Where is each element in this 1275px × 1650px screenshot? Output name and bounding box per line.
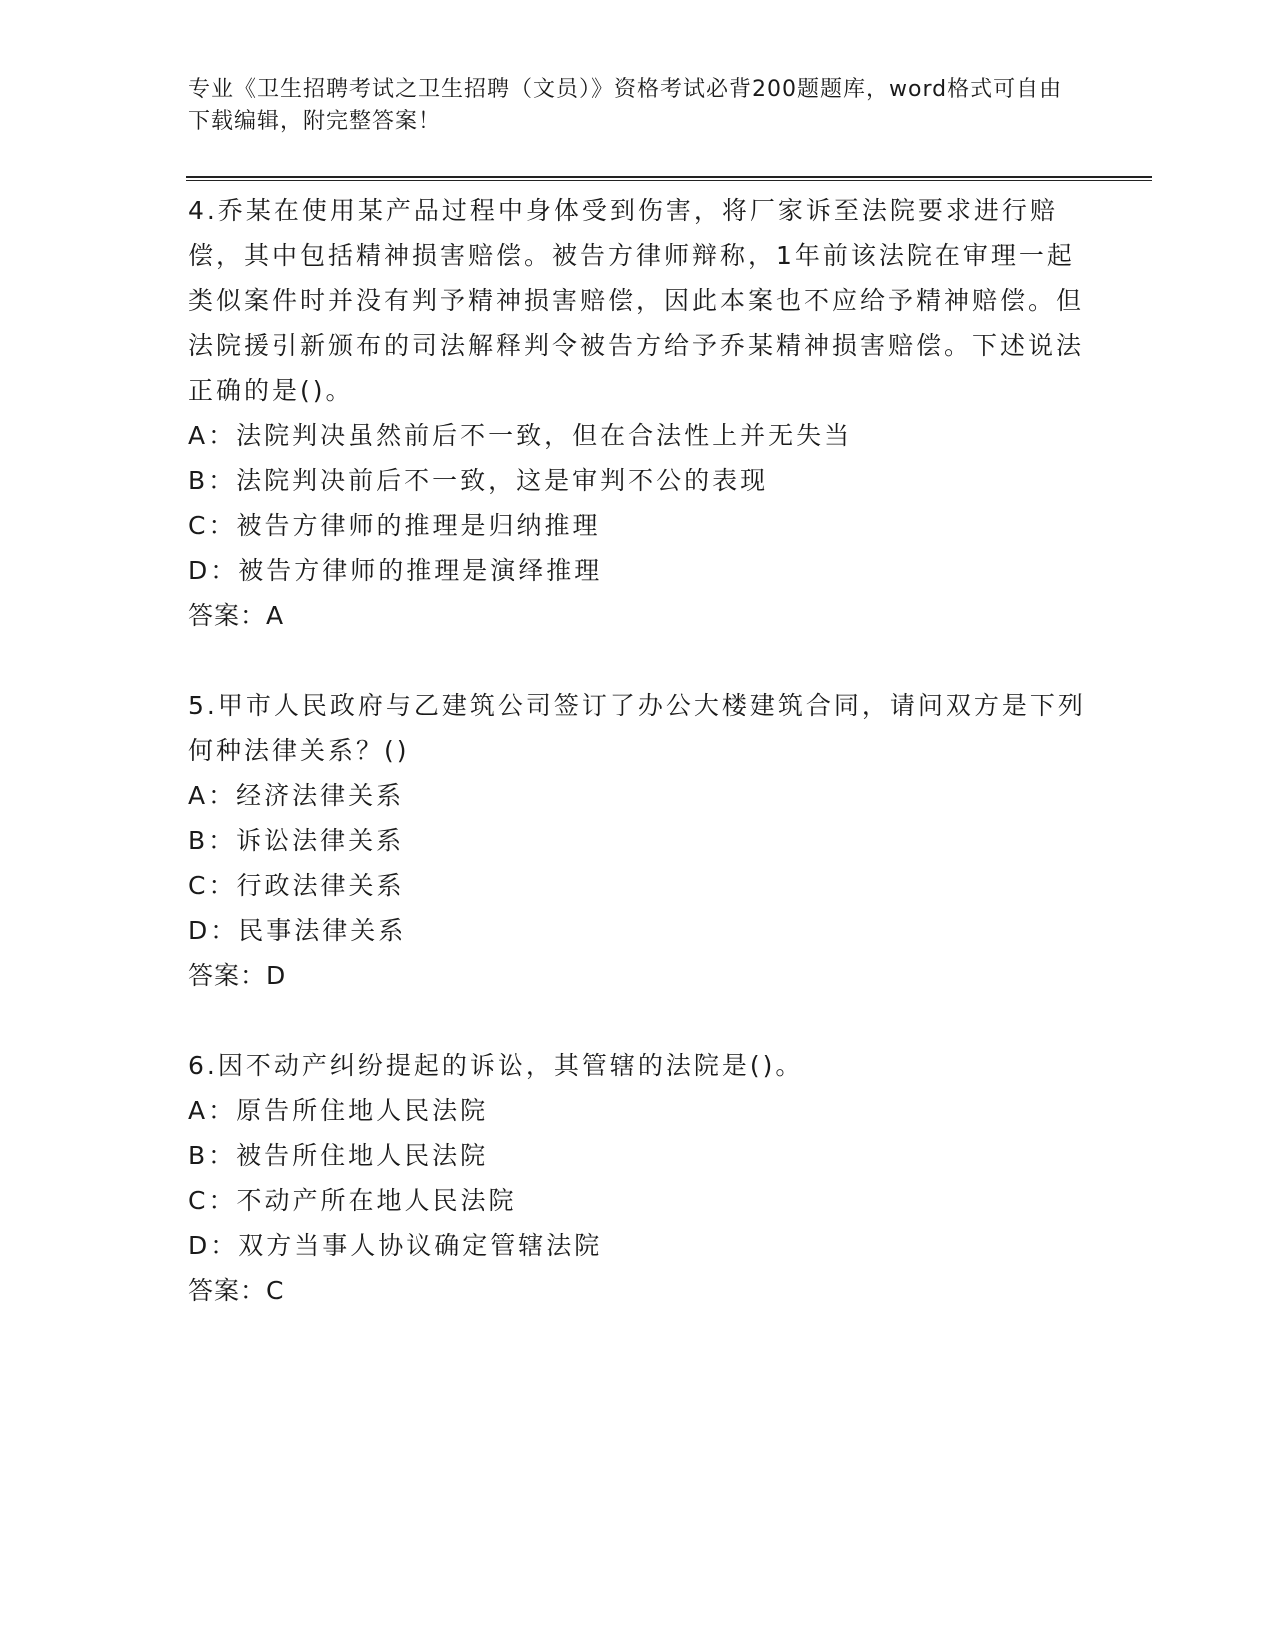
question-list	[188, 188, 1088, 1314]
option-b: B：被告所住地人民法院	[188, 1141, 489, 1170]
header-divider	[186, 176, 1152, 181]
option-a: A：原告所住地人民法院	[188, 1096, 489, 1125]
option-d: D：被告方律师的推理是演绎推理	[188, 556, 603, 585]
option-d: D：民事法律关系	[188, 916, 407, 945]
option-c: C：行政法律关系	[188, 871, 405, 900]
document-header: 专业《卫生招聘考试之卫生招聘（文员）》资格考试必背200题题库，word格式可自由下载编辑，附完整答案！	[188, 77, 1063, 134]
question-4	[188, 188, 1088, 639]
option-a: A：经济法律关系	[188, 781, 405, 810]
answer: 答案：D	[188, 961, 287, 990]
option-c: C：不动产所在地人民法院	[188, 1186, 517, 1215]
question-stem: 6.因不动产纠纷提起的诉讼，其管辖的法院是()。	[188, 1051, 804, 1080]
answer: 答案：A	[188, 601, 285, 630]
question-spacer	[188, 999, 1088, 1043]
question-5	[188, 683, 1088, 999]
answer: 答案：C	[188, 1276, 285, 1305]
option-b: B：诉讼法律关系	[188, 826, 405, 855]
option-c: C：被告方律师的推理是归纳推理	[188, 511, 601, 540]
option-b: B：法院判决前后不一致，这是审判不公的表现	[188, 466, 769, 495]
question-6	[188, 1043, 1088, 1314]
question-spacer	[188, 639, 1088, 683]
option-a: A：法院判决虽然前后不一致，但在合法性上并无失当	[188, 421, 853, 450]
question-stem: 4.乔某在使用某产品过程中身体受到伤害，将厂家诉至法院要求进行赔偿，其中包括精神损害赔偿。被告方律师辩称，1年前该法院在审理一起类似案件时并没有判予精神损害赔偿，因此本案也不应给予精神赔偿。但法院援引新颁布的司法解释判令被告方给予乔某精神损害赔偿。下述说法正确的是()。	[188, 196, 1085, 405]
question-stem: 5.甲市人民政府与乙建筑公司签订了办公大楼建筑合同，请问双方是下列何种法律关系？()	[188, 691, 1086, 765]
option-d: D：双方当事人协议确定管辖法院	[188, 1231, 603, 1260]
